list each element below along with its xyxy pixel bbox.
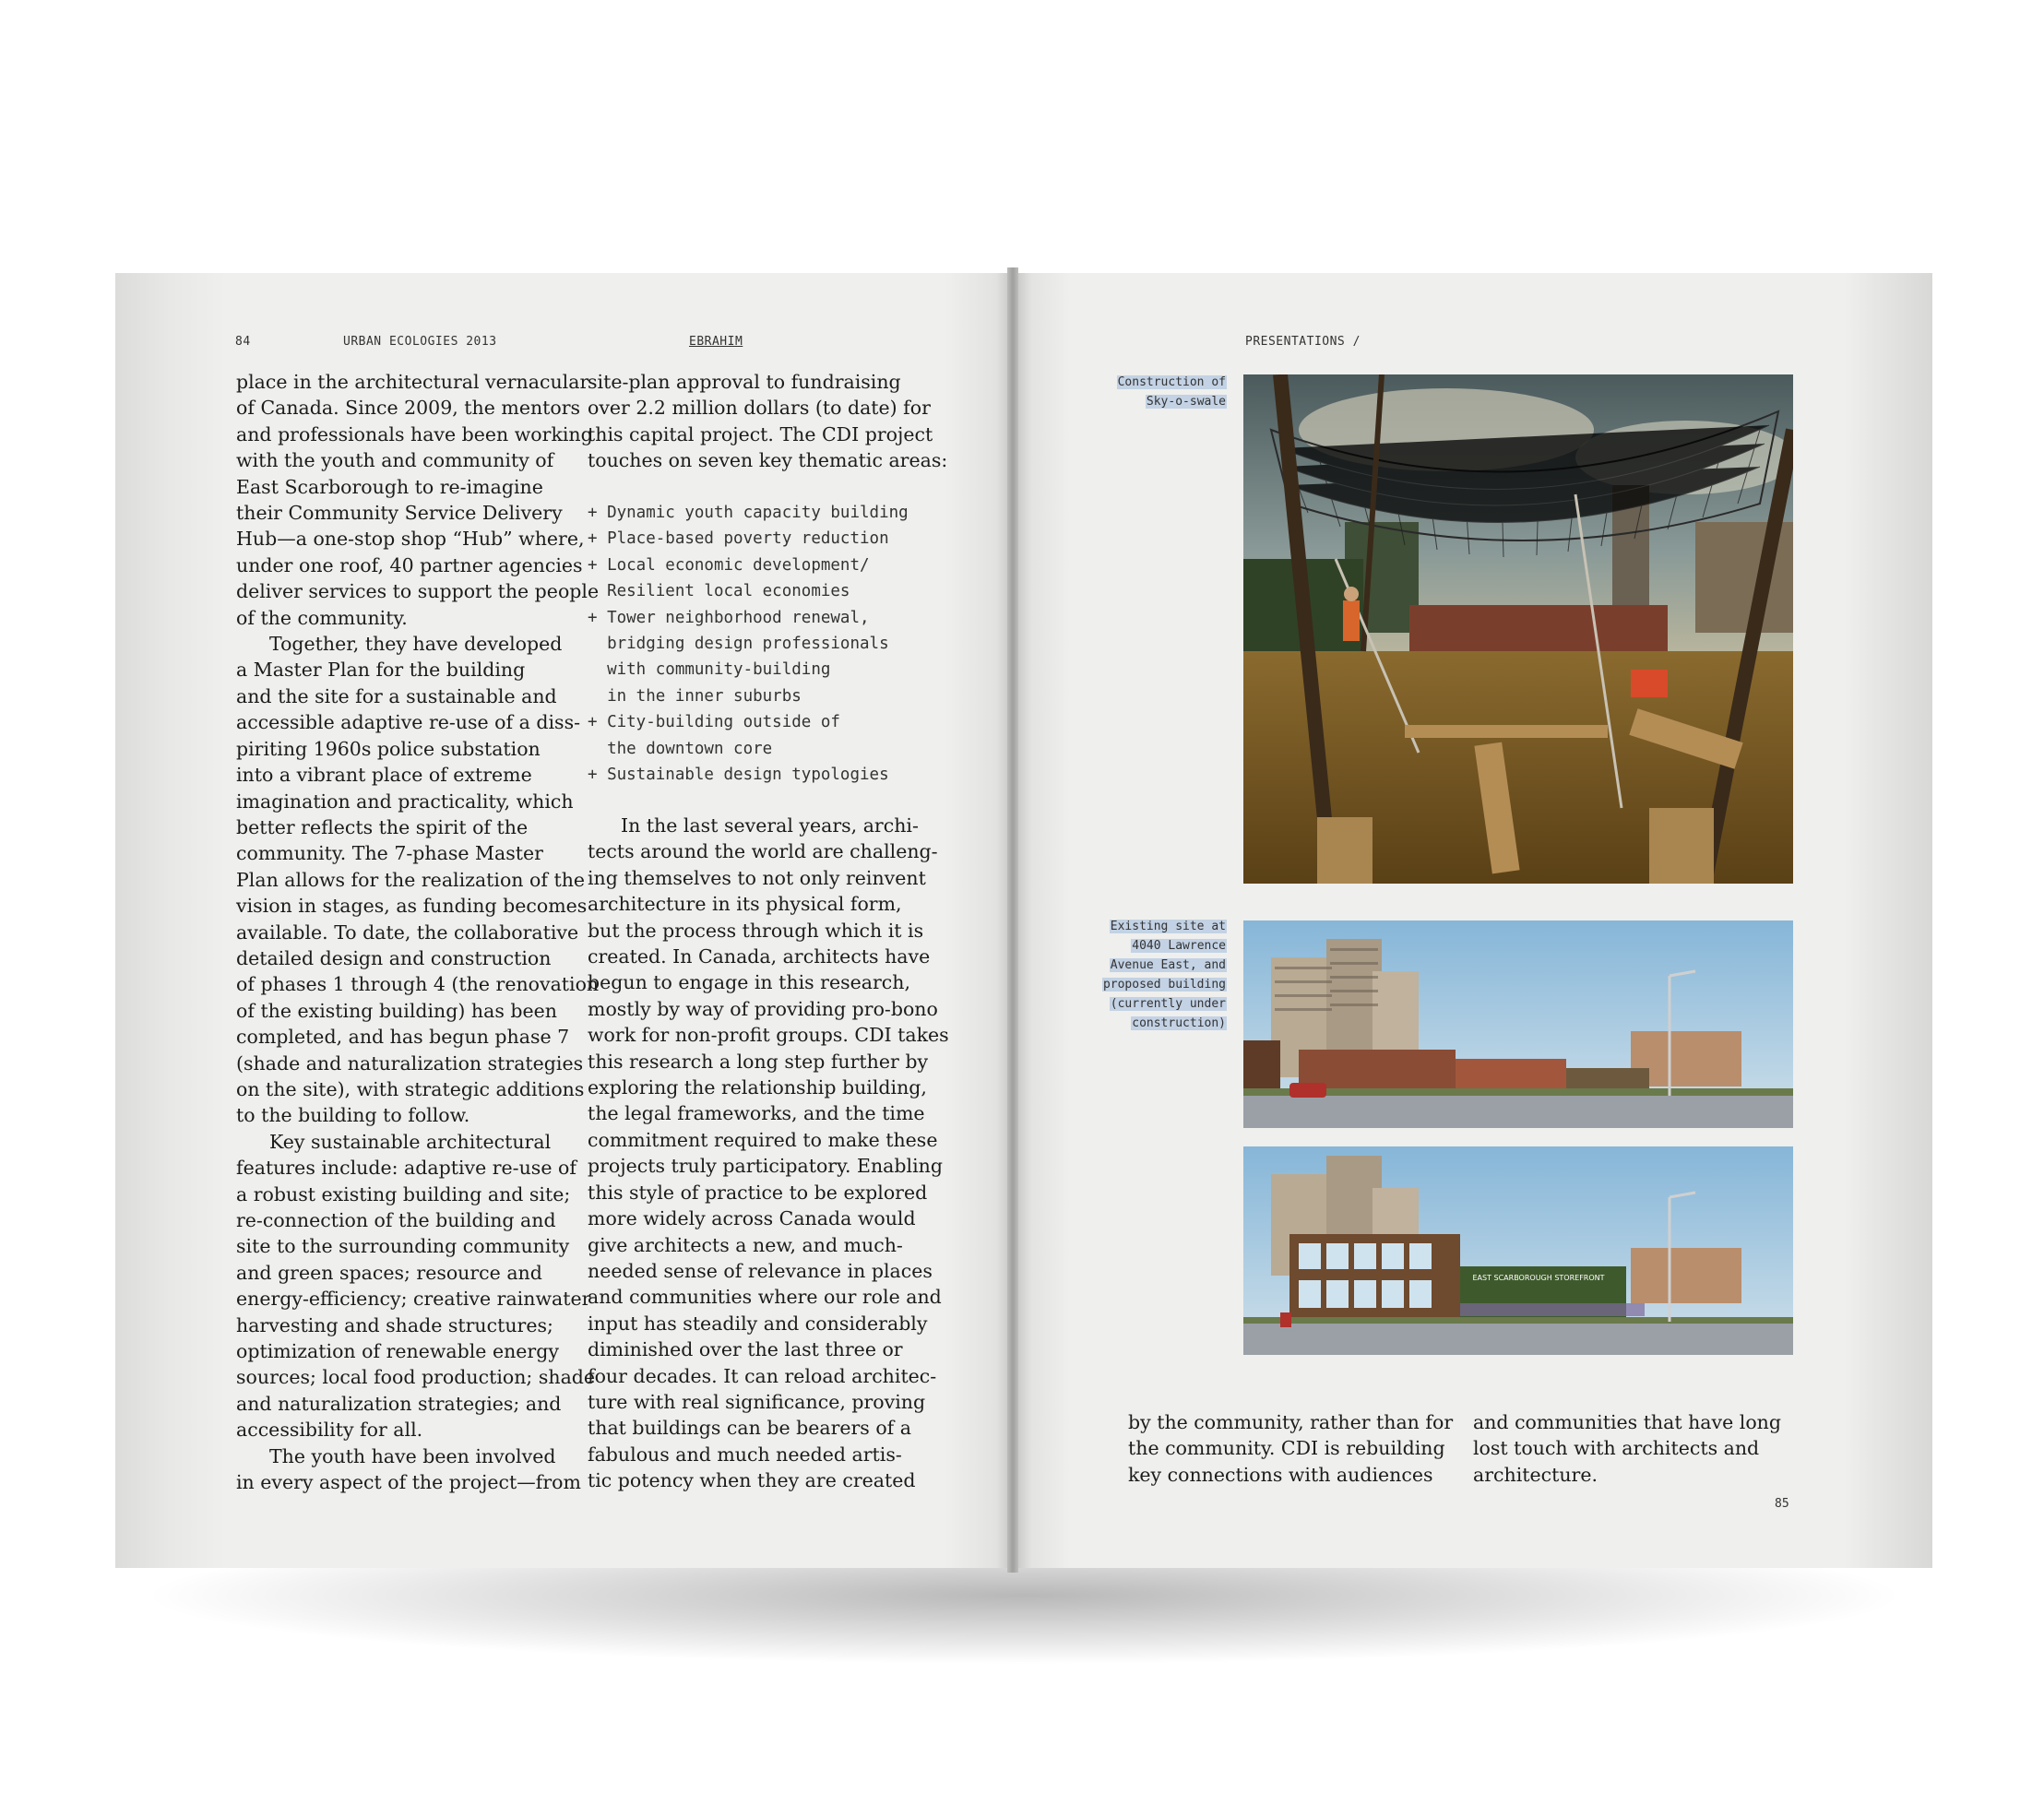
right-page-column-1 <box>1128 1409 1460 1488</box>
text-line: but the process through which it is <box>588 919 924 942</box>
text-line: of phases 1 through 4 (the renovation <box>236 973 600 996</box>
text-line: to the building to follow. <box>236 1104 470 1127</box>
text-line: exploring the relationship building, <box>588 1076 927 1099</box>
text-line: work for non-profit groups. CDI takes <box>588 1024 949 1047</box>
photo-caption-existing-site <box>1052 917 1227 1033</box>
right-folio: 85 <box>1775 1497 1789 1511</box>
text-line: this research a long step further by <box>588 1050 929 1073</box>
text-line: place in the architectural vernacular <box>236 371 589 393</box>
text-line: imagination and practicality, which <box>236 790 574 813</box>
text-line: and professionals have been working <box>236 422 593 445</box>
text-line: ture with real significance, proving <box>588 1390 926 1413</box>
text-line: tic potency when they are created <box>588 1469 916 1492</box>
text-line: of the existing building) has been <box>236 999 557 1022</box>
text-line: features include: adaptive re-use of <box>236 1157 576 1180</box>
caption-line: construction) <box>1132 1016 1226 1030</box>
text-line: key connections with audiences <box>1128 1463 1433 1486</box>
text-line: under one roof, 40 partner agencies <box>236 553 583 576</box>
text-line: and communities that have long <box>1473 1411 1781 1433</box>
running-title: URBAN ECOLOGIES 2013 <box>343 335 497 349</box>
caption-line: 4040 Lawrence <box>1132 939 1226 953</box>
text-line: site to the surrounding community <box>236 1235 570 1258</box>
text-line: energy-efficiency; creative rainwater <box>236 1288 591 1311</box>
text-line: in every aspect of the project—from <box>236 1471 581 1494</box>
caption-line: Construction of <box>1117 375 1226 389</box>
text-line: and green spaces; resource and <box>236 1261 542 1284</box>
text-line: harvesting and shade structures; <box>236 1313 553 1336</box>
text-line: Plan allows for the realization of the <box>236 868 586 891</box>
text-line: deliver services to support the people <box>236 580 600 603</box>
caption-line: proposed building <box>1102 978 1226 992</box>
list-item: + Local economic development/ <box>588 555 870 575</box>
text-line: mostly by way of providing pro-bono <box>588 997 938 1020</box>
rendering-sign-text: EAST SCARBOROUGH STOREFRONT <box>1472 1274 1605 1282</box>
text-line: and naturalization strategies; and <box>236 1392 562 1415</box>
list-item: + City-building outside of <box>588 713 840 732</box>
text-line: site-plan approval to fundraising <box>588 371 901 393</box>
thematic-areas-list <box>588 500 938 788</box>
text-line: input has steadily and considerably <box>588 1312 928 1335</box>
text-line: detailed design and construction <box>236 946 552 969</box>
text-line: (shade and naturalization strategies <box>236 1051 584 1075</box>
text-line: East Scarborough to re-imagine <box>236 475 543 498</box>
caption-line: Sky-o-swale <box>1146 395 1226 409</box>
list-item: + Tower neighborhood renewal, <box>588 608 870 627</box>
photo-caption-construction <box>1052 373 1227 411</box>
text-line: give architects a new, and much- <box>588 1233 903 1256</box>
running-section: PRESENTATIONS / <box>1245 335 1361 349</box>
text-line: with the youth and community of <box>236 449 554 472</box>
list-item: + Place-based poverty reduction <box>588 529 889 549</box>
text-line: created. In Canada, architects have <box>588 945 931 968</box>
text-line: optimization of renewable energy <box>236 1340 559 1363</box>
text-line: the legal frameworks, and the time <box>588 1102 925 1125</box>
list-item: Resilient local economies <box>588 582 850 601</box>
text-line: on the site), with strategic additions <box>236 1077 585 1100</box>
caption-line: Avenue East, and <box>1110 958 1226 972</box>
text-line: needed sense of relevance in places <box>588 1259 933 1282</box>
text-line: a Master Plan for the building <box>236 659 526 682</box>
text-line: ing themselves to not only reinvent <box>588 866 926 889</box>
text-line: this style of practice to be explored <box>588 1181 928 1204</box>
text-line: accessibility for all. <box>236 1419 423 1442</box>
left-page-column-2-body <box>588 813 949 1494</box>
text-line: a robust existing building and site; <box>236 1182 571 1205</box>
text-line: four decades. It can reload architec- <box>588 1364 937 1387</box>
text-line: by the community, rather than for <box>1128 1411 1454 1433</box>
text-line: Key sustainable architectural <box>269 1130 552 1153</box>
text-line: this capital project. The CDI project <box>588 422 933 445</box>
list-item: with community-building <box>588 660 831 680</box>
text-line: sources; local food production; shade <box>236 1366 596 1389</box>
text-line: of Canada. Since 2009, the mentors <box>236 397 581 420</box>
book-gutter <box>1007 267 1018 1573</box>
text-line: and communities where our role and <box>588 1286 942 1309</box>
author-name: EBRAHIM <box>689 335 743 349</box>
left-folio: 84 <box>235 335 251 349</box>
caption-line: (currently under <box>1110 997 1226 1011</box>
right-page-column-2 <box>1473 1409 1787 1488</box>
text-line: architecture in its physical form, <box>588 893 902 916</box>
left-page-column-1 <box>236 369 600 1495</box>
text-line: fabulous and much needed artis- <box>588 1443 902 1466</box>
text-line: In the last several years, archi- <box>621 814 919 837</box>
proposed-building-rendering <box>1243 1146 1793 1355</box>
list-item: in the inner suburbs <box>588 686 802 706</box>
text-line: available. To date, the collaborative <box>236 920 579 944</box>
text-line: Together, they have developed <box>269 633 563 656</box>
list-item: bridging design professionals <box>588 635 889 654</box>
left-page-column-2-intro <box>588 369 948 474</box>
text-line: architecture. <box>1473 1463 1598 1486</box>
text-line: better reflects the spirit of the <box>236 815 529 838</box>
text-line: Hub—a one-stop shop “Hub” where, <box>236 528 585 551</box>
text-line: vision in stages, as funding becomes <box>236 895 588 918</box>
text-line: The youth have been involved <box>269 1444 556 1467</box>
text-line: projects truly participatory. Enabling <box>588 1155 943 1178</box>
text-line: into a vibrant place of extreme <box>236 764 532 787</box>
text-line: of the community. <box>236 606 408 629</box>
caption-line: Existing site at <box>1110 920 1226 933</box>
text-line: community. The 7-phase Master <box>236 842 543 865</box>
text-line: begun to engage in this research, <box>588 971 910 994</box>
list-item: the downtown core <box>588 739 773 758</box>
text-line: over 2.2 million dollars (to date) for <box>588 397 931 420</box>
text-line: and the site for a sustainable and <box>236 684 557 707</box>
text-line: the community. CDI is rebuilding <box>1128 1437 1445 1460</box>
text-line: commitment required to make these <box>588 1128 938 1151</box>
text-line: accessible adaptive re-use of a diss- <box>236 711 581 734</box>
existing-site-photo <box>1243 920 1793 1128</box>
sky-o-swale-construction-photo <box>1243 374 1793 884</box>
text-line: re-connection of the building and <box>236 1209 556 1231</box>
list-item: + Dynamic youth capacity building <box>588 504 909 522</box>
text-line: that buildings can be bearers of a <box>588 1417 912 1440</box>
text-line: tects around the world are challeng- <box>588 840 938 863</box>
text-line: more widely across Canada would <box>588 1207 916 1230</box>
text-line: piriting 1960s police substation <box>236 737 541 760</box>
text-line: completed, and has begun phase 7 <box>236 1026 570 1049</box>
text-line: their Community Service Delivery <box>236 502 563 525</box>
text-line: lost touch with architects and <box>1473 1437 1760 1460</box>
text-line: touches on seven key thematic areas: <box>588 449 948 472</box>
list-item: + Sustainable design typologies <box>588 766 889 785</box>
text-line: diminished over the last three or <box>588 1338 903 1361</box>
